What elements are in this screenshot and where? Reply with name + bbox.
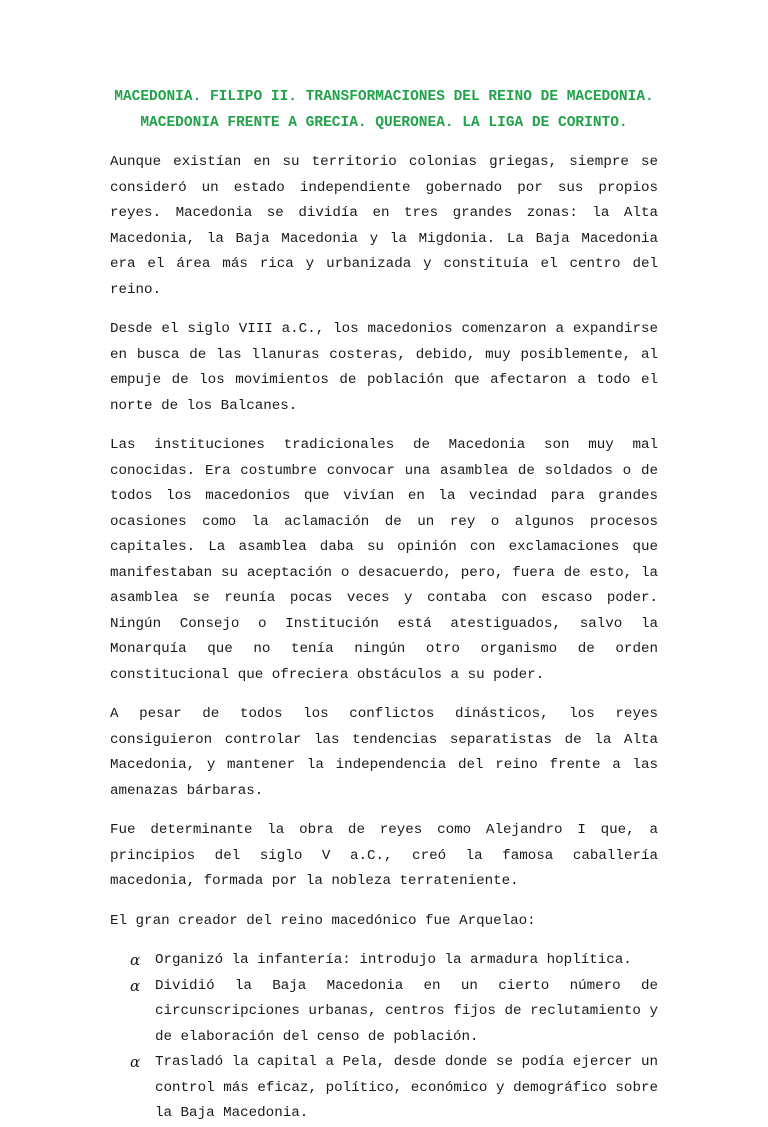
paragraph-4: A pesar de todos los conflictos dinásticos, los reyes consiguieron controlar las tendencias separatistas de la Alta Macedonia, y mantener la independencia del reino frente a las amenazas bárbaras. (110, 706, 658, 799)
alpha-bullet-icon: α (130, 951, 141, 969)
list-item (110, 1050, 658, 1127)
title-line-1: MACEDONIA. FILIPO II. TRANSFORMACIONES DEL REINO DE MACEDONIA. (114, 89, 654, 105)
list-item-text: Dividió la Baja Macedonia en un cierto número de circunscripciones urbanas, centros fijos de reclutamiento y de elaboración del censo de población. (155, 977, 658, 1045)
alpha-bullet-icon: α (130, 976, 141, 995)
document-title (104, 84, 664, 136)
paragraph-6: El gran creador del reino macedónico fue Arquelao: (110, 912, 536, 929)
title-line-2: MACEDONIA FRENTE A GRECIA. QUERONEA. LA LIGA DE CORINTO. (140, 115, 628, 131)
alpha-bullet-icon: α (130, 1053, 141, 1071)
paragraph-2: Desde el siglo VIII a.C., los macedonios comenzaron a expandirse en busca de las llanuras costeras, debido, muy posiblemente, al empuje de los movimientos de población que afectaron a todo el norte de los Balcanes. (110, 321, 658, 414)
list-item-text: Organizó la infantería: introdujo la armadura hoplítica. (155, 952, 632, 968)
list-item-text: Trasladó la capital a Pela, desde donde se podía ejercer un control más eficaz, político, económico y demográfico sobre la Baja Macedonia. (155, 1054, 658, 1121)
bullet-list (110, 948, 658, 1127)
paragraph-5: Fue determinante la obra de reyes como Alejandro I que, a principios del siglo V a.C., creó la famosa caballería macedonia, formada por la nobleza terrateniente. (110, 822, 658, 889)
list-item (110, 948, 658, 974)
paragraph-1: Aunque existían en su territorio colonias griegas, siempre se consideró un estado independiente gobernado por sus propios reyes. Macedonia se dividía en tres grandes zonas: la Alta Macedonia, la Baja Macedonia y la Migdonia. La Baja Macedonia era el área más rica y urbanizada y constituía el centro del reino. (110, 154, 658, 298)
document-page (110, 84, 658, 1127)
paragraph-3: Las instituciones tradicionales de Macedonia son muy mal conocidas. Era costumbre convocar una asamblea de soldados o de todos los macedonios que vivían en la vecindad para grandes ocasiones como la aclamación de un rey o algunos procesos capitales. La asamblea daba su opinión con exclamaciones que manifestaban su aceptación o desacuerdo, pero, fuera de esto, la asamblea se reunía pocas veces y contaba con escaso poder. Ningún Consejo o Institución está atestiguados, salvo la Monarquía que no tenía ningún otro organismo de orden constitucional que ofreciera obstáculos a su poder. (110, 437, 658, 683)
list-item (110, 974, 658, 1051)
